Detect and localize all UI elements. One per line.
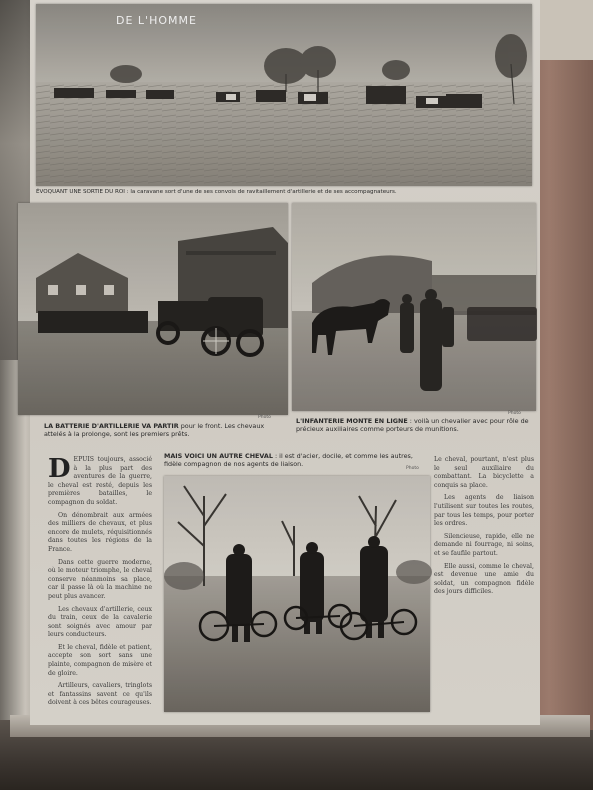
caption-right [296,417,536,433]
article-paragraph: Dans cette guerre moderne, où le moteur triomphe, le cheval conserve néanmoins sa place, car il passe là où la machine ne peut plus avancer. [48,558,152,600]
caption-right-body: : voilà un chevalier avec pour rôle de précieux auxiliaires comme porteurs de munitions. [296,417,529,433]
article-paragraph: Et le cheval, fidèle et patient, accepte son sort sans une plainte, compagnon de misère et de gloire. [48,643,152,677]
field-convoy-image [36,4,532,186]
article-paragraph: On dénombrait aux armées des milliers de chevaux, et plus encore de mulets, réquisitionnés dans toutes les régions de la France. [48,511,152,553]
article-paragraph: Les chevaux d'artillerie, ceux du train, ceux de la cavalerie sont soignés avec amour par leurs conducteurs. [48,605,152,639]
credit-bottom: Photo [406,466,419,471]
photo-artillery-farm [18,203,288,415]
article-paragraph: Les agents de liaison l'utilisent sur toutes les routes, par tous les temps, pour porter les ordres. [434,494,534,528]
caption-top-text: ÉVOQUANT UNE SORTIE DU ROI : la caravane sort d'une de ses convois de ravitaillement d'artillerie et de ses accompagnateurs. [36,189,397,195]
article-paragraph: Le cheval, pourtant, n'est plus le seul auxiliaire du combattant. La bicyclette a conquis sa place. [434,456,534,489]
credit-left: Photo [258,415,271,420]
magazine-page [30,0,540,725]
article-paragraph: EPUIS toujours, associé à la plus part des aventures de la guerre, le cheval est resté, depuis les premières batailles, le compagnon du soldat. [48,456,152,506]
article-dropcap: D [48,454,71,484]
caption-right-title: L'INFANTERIE MONTE EN LIGNE [296,417,408,425]
caption-left-body: pour le front. Les chevaux attelés à la prolonge, sont les premiers prêts. [44,422,265,438]
artillery-farm-image [18,203,288,415]
photo-bicycle-soldiers [164,476,430,712]
article-right-column [434,456,534,696]
caption-bottom-body: : il est d'acier, docile, et comme les autres, fidèle compagnon de nos agents de liaison. [164,452,413,468]
credit-right: Photo [508,411,521,416]
caption-top [36,188,526,196]
infantry-horse-image [292,203,536,411]
bicycle-soldiers-image [164,476,430,712]
caption-bottom [164,452,424,468]
photo-field-convoy [36,4,532,186]
caption-bottom-title: MAIS VOICI UN AUTRE CHEVAL [164,452,273,460]
magazine-header: DE L'HOMME [116,14,197,27]
article-paragraph: Silencieuse, rapide, elle ne demande ni fourrage, ni soins, et se faufile partout. [434,532,534,557]
article-paragraph: Artilleurs, cavaliers, tringlots et fantassins savent ce qu'ils doivent à ces bêtes courageuses. [48,682,152,707]
article-paragraph: Elle aussi, comme le cheval, est devenue une amie du soldat, un compagnon fidèle des jours difficiles. [434,562,534,596]
photo-infantry-horse [292,203,536,411]
caption-left-title: LA BATTERIE D'ARTILLERIE VA PARTIR [44,422,179,430]
article-left-column [48,454,152,707]
caption-left [44,422,284,438]
